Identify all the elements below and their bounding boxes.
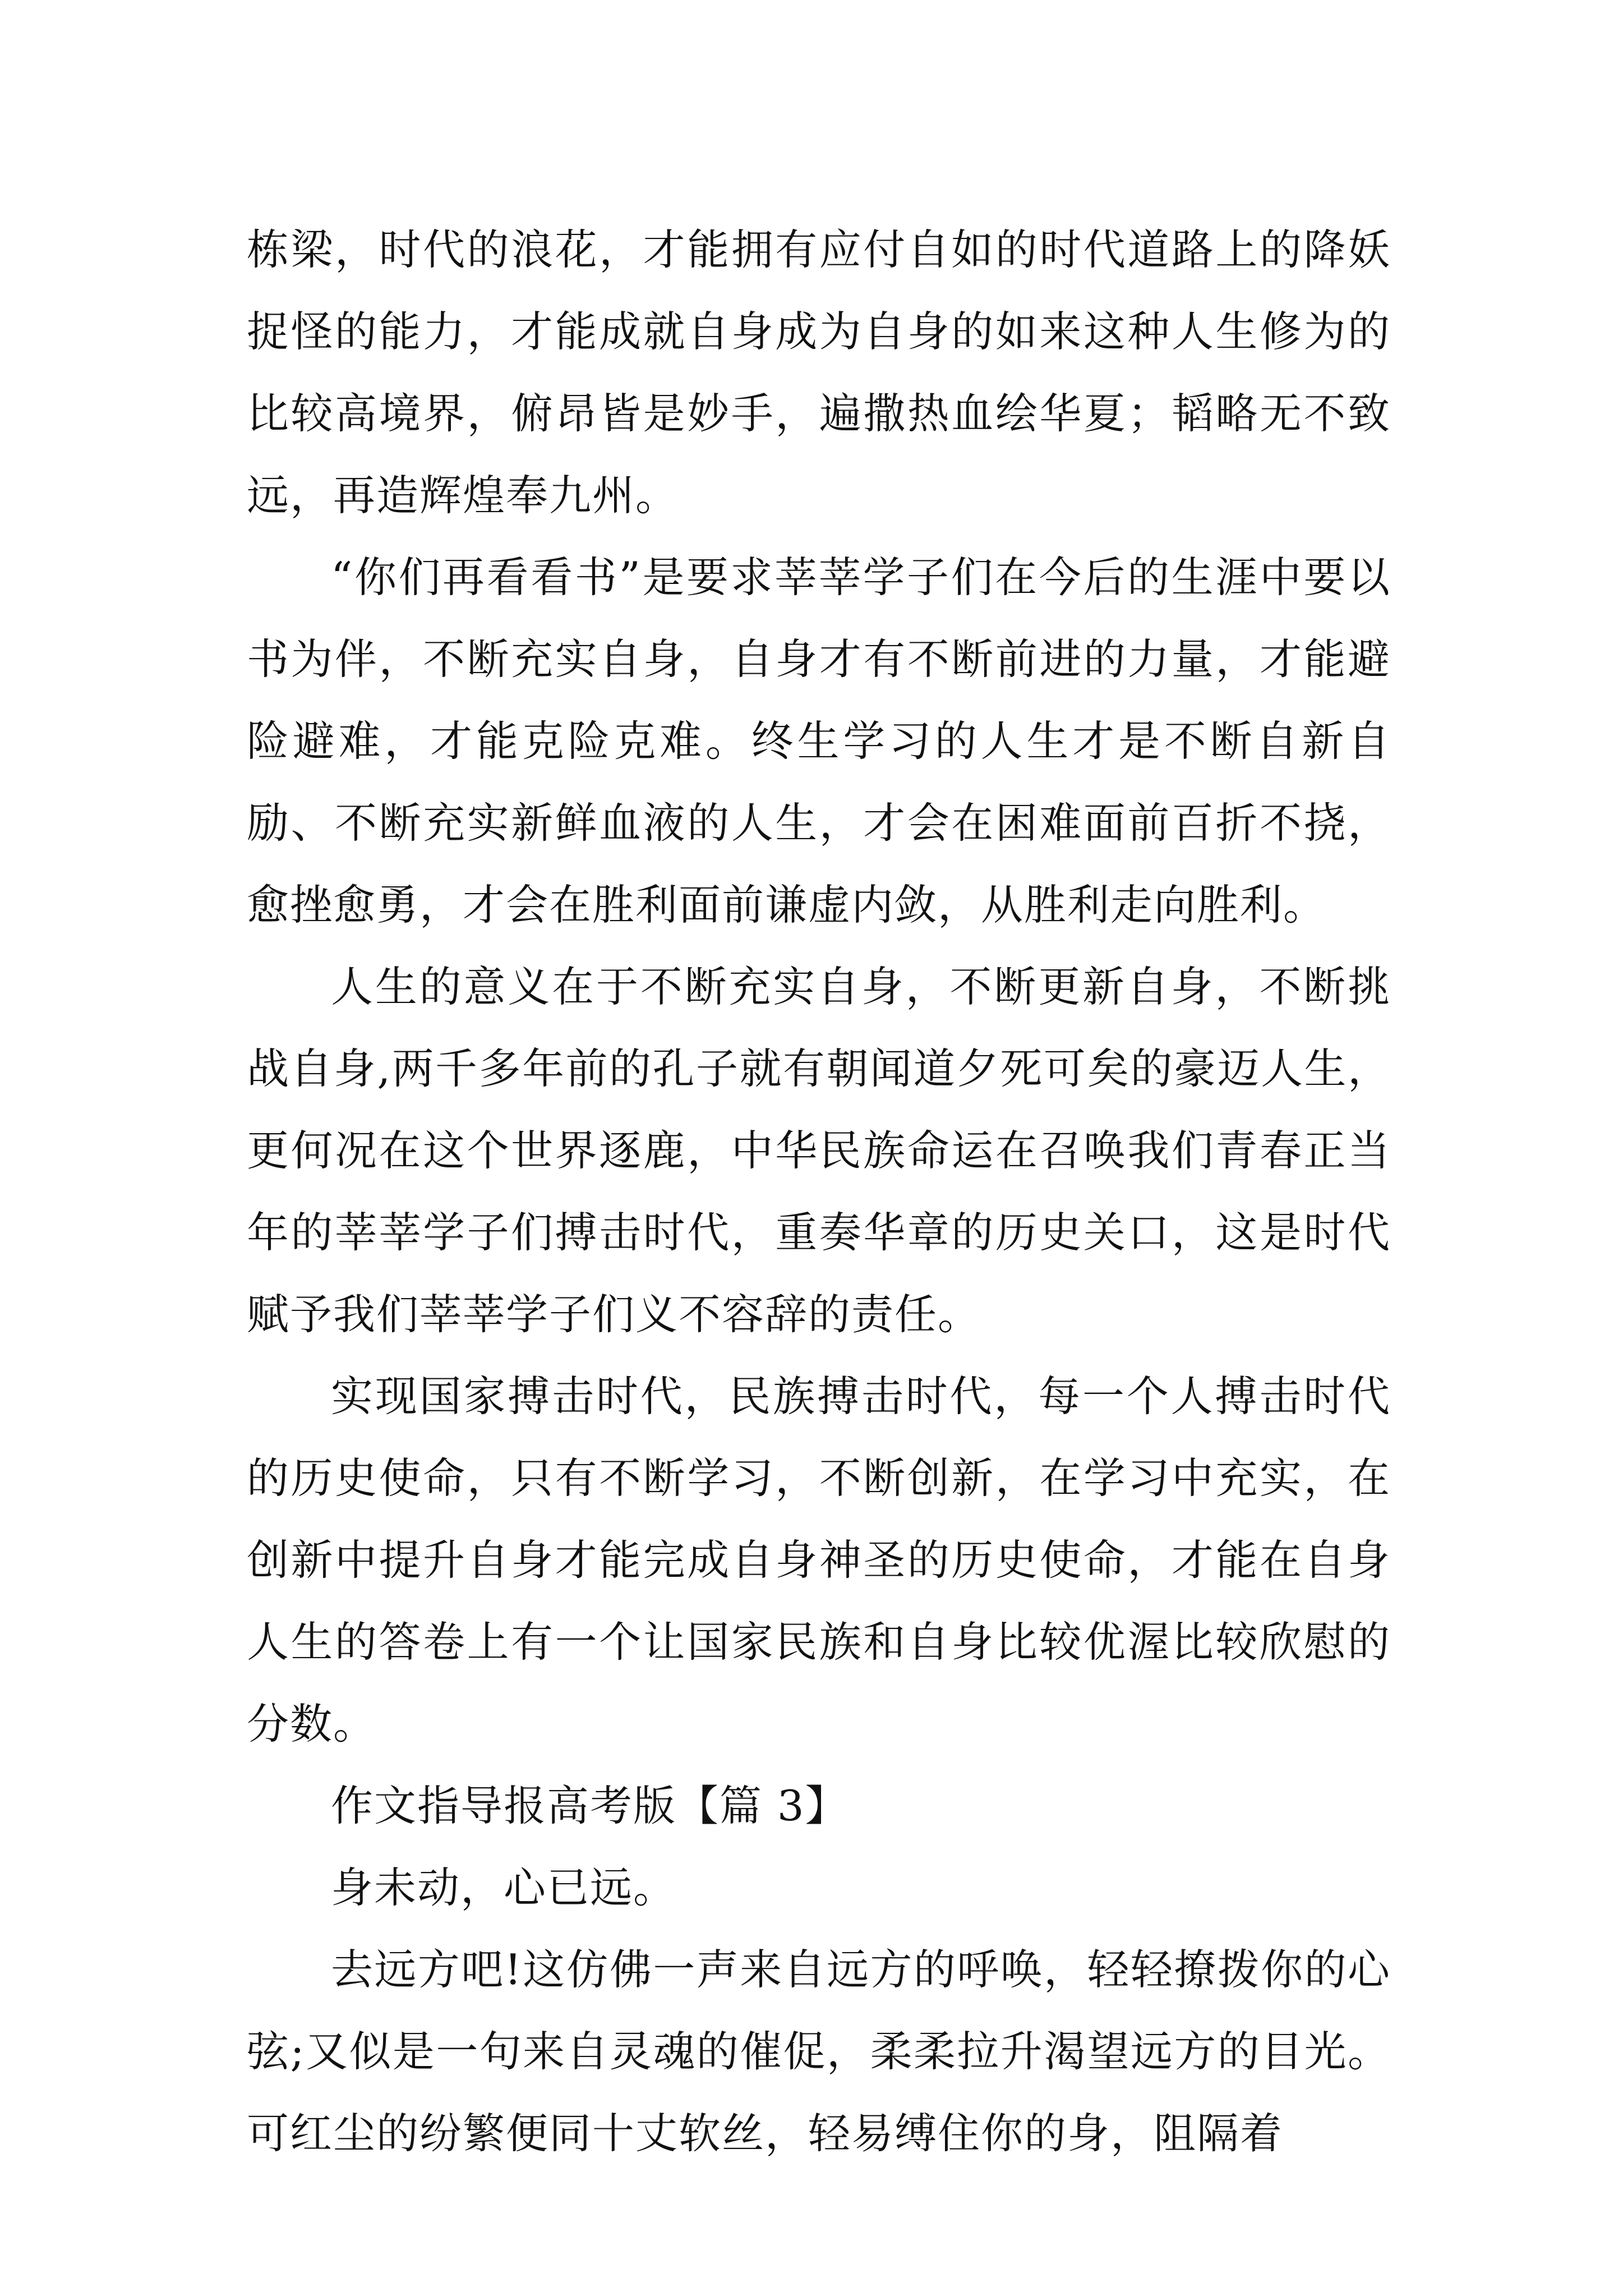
paragraph-historic-mission: 实现国家搏击时代，民族搏击时代，每一个人搏击时代的历史使命，只有不断学习，不断创新，在学习中充实，在创新中提升自身才能完成自身神圣的历史使命，才能在自身人生的答卷上有一个让国家民族和自身比较优渥比较欣慰的分数。 xyxy=(247,1372,1391,1749)
paragraph-opening-line: 身未动，心已远。 xyxy=(331,1863,677,1912)
paragraph-continuation: 栋梁，时代的浪花，才能拥有应付自如的时代道路上的降妖捉怪的能力，才能成就自身成为自身的如来这种人生修为的比较高境界，俯昂皆是妙手，遍撒热血绘华夏；韬略无不致远，再造辉煌奉九州。 xyxy=(247,225,1391,520)
section-heading: 作文指导报高考版【篇 3】 xyxy=(331,1781,849,1830)
body-text xyxy=(247,209,1391,2174)
paragraph-go-far: 去远方吧!这仿佛一声来自远方的呼唤，轻轻撩拨你的心弦;又似是一句来自灵魂的催促，柔柔拉升渴望远方的目光。可红尘的纷繁便同十丈软丝，轻易缚住你的身，阻隔着 xyxy=(247,1945,1391,2158)
paragraph-read-books: “你们再看看书”是要求莘莘学子们在今后的生涯中要以书为伴，不断充实自身，自身才有不断前进的力量，才能避险避难，才能克险克难。终生学习的人生才是不断自新自励、不断充实新鲜血液的人生，才会在困难面前百折不挠，愈挫愈勇，才会在胜利面前谦虚内敛，从胜利走向胜利。 xyxy=(247,553,1391,930)
paragraph-meaning-of-life: 人生的意义在于不断充实自身，不断更新自身，不断挑战自身,两千多年前的孔子就有朝闻道夕死可矣的豪迈人生，更何况在这个世界逐鹿，中华民族命运在召唤我们青春正当年的莘莘学子们搏击时代，重奏华章的历史关口，这是时代赋予我们莘莘学子们义不容辞的责任。 xyxy=(247,962,1391,1339)
